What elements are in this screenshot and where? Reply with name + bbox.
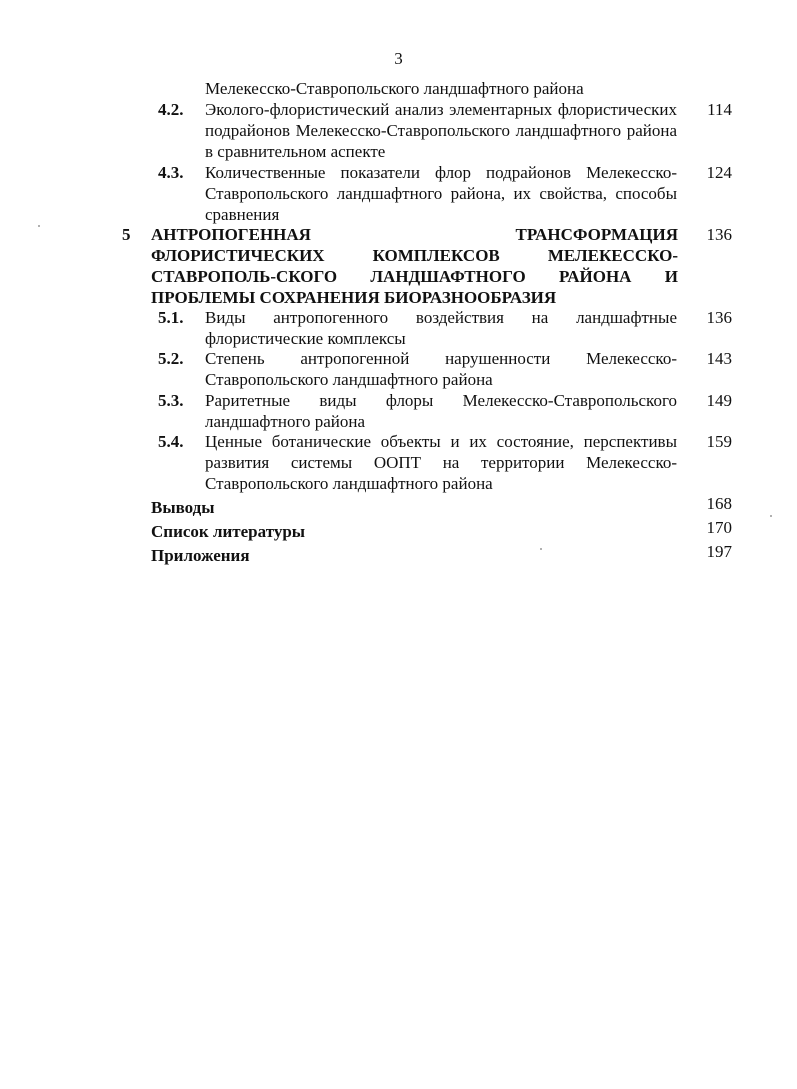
scan-speck — [38, 225, 40, 227]
toc-entry-number: 5.2. — [158, 349, 184, 368]
page-number: 3 — [394, 49, 403, 68]
chapter-title-line: АНТРОПОГЕННАЯ ТРАНСФОРМАЦИЯ — [151, 225, 678, 244]
toc-entry-page: 124 — [706, 163, 732, 182]
toc-entry-title: Раритетные виды флоры Мелекесско-Ставропольского ландшафтного района — [205, 391, 677, 431]
scan-speck — [770, 515, 772, 517]
chapter-title-line: ПРОБЛЕМЫ СОХРАНЕНИЯ БИОРАЗНООБРАЗИЯ — [151, 288, 557, 307]
chapter-title-line: СТАВРОПОЛЬ-СКОГО ЛАНДШАФТНОГО РАЙОНА И — [151, 267, 678, 286]
scan-speck — [540, 548, 542, 550]
back-matter-title: Список литературы — [151, 522, 306, 541]
toc-entry-title: Эколого-флористический анализ элементарных флористических подрайонов Мелекесско-Ставропольского ландшафтного района в сравнительном аспекте — [205, 100, 677, 161]
back-matter-page: 168 — [706, 494, 732, 513]
toc-entry-page: 114 — [707, 100, 732, 119]
toc-entry-page: 149 — [706, 391, 732, 410]
chapter-title — [151, 224, 678, 308]
back-matter-page: 197 — [706, 542, 732, 561]
toc-entry-number: 4.3. — [158, 163, 184, 182]
chapter-page: 136 — [706, 225, 732, 244]
toc-entry-title: Виды антропогенного воздействия на ландшафтные флористические комплексы — [205, 308, 677, 348]
toc-entry-number: 4.2. — [158, 100, 184, 119]
back-matter-title: Выводы — [151, 498, 215, 517]
toc-continuation-text: Мелекесско-Ставропольского ландшафтного района — [205, 79, 584, 98]
toc-entry-number: 5.1. — [158, 308, 184, 327]
toc-entry-page: 143 — [706, 349, 732, 368]
chapter-title-line: ФЛОРИСТИЧЕСКИХ КОМПЛЕКСОВ МЕЛЕКЕССКО- — [151, 246, 678, 265]
toc-entry-number: 5.3. — [158, 391, 184, 410]
back-matter-title: Приложения — [151, 546, 250, 565]
toc-entry-title: Ценные ботанические объекты и их состояние, перспективы развития системы ООПТ на территории Мелекесско-Ставропольского ландшафтного района — [205, 432, 677, 493]
toc-entry-title: Степень антропогенной нарушенности Мелекесско-Ставропольского ландшафтного района — [205, 349, 677, 389]
toc-entry-title: Количественные показатели флор подрайонов Мелекесско-Ставропольского ландшафтного района, их свойства, способы сравнения — [205, 163, 677, 224]
chapter-number: 5 — [122, 225, 131, 244]
back-matter-page: 170 — [706, 518, 732, 537]
toc-entry-number: 5.4. — [158, 432, 184, 451]
toc-entry-page: 136 — [706, 308, 732, 327]
toc-entry-page: 159 — [706, 432, 732, 451]
